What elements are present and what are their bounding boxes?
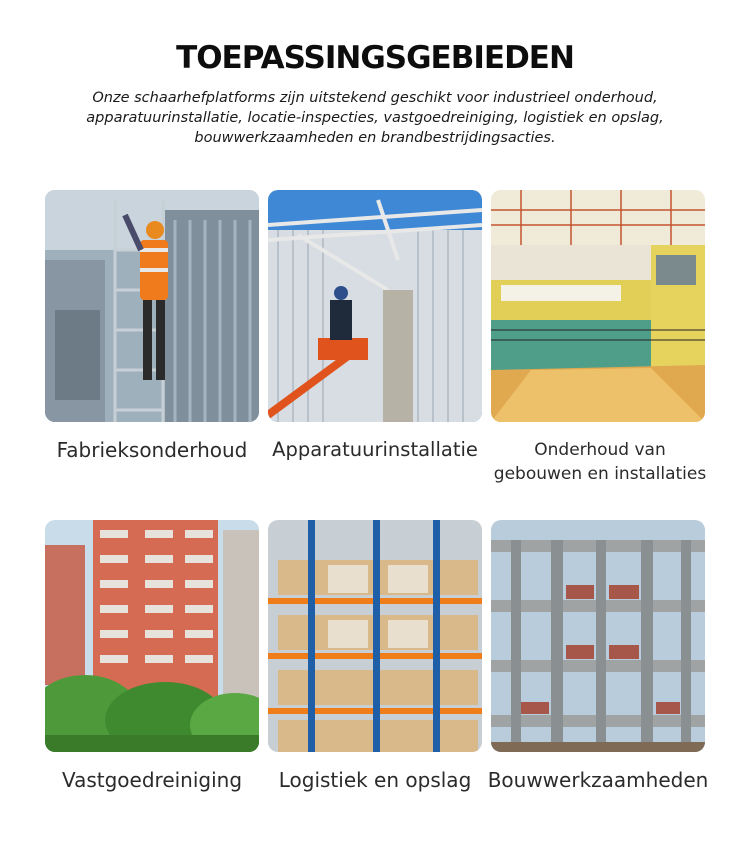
label-factory-maintenance: Fabrieksonderhoud <box>56 438 248 462</box>
label-construction-work: Bouwwerkzaamheden <box>487 768 709 792</box>
page-title: TOEPASSINGSGEBIEDEN <box>176 40 574 76</box>
photo-construction-work <box>491 520 705 752</box>
photo-logistics-storage <box>268 520 482 752</box>
photo-equipment-installation <box>268 190 482 422</box>
label-building-maintenance-line1: Onderhoud van <box>534 440 666 460</box>
page-subtitle: Onze schaarhefplatforms zijn uitstekend geschikt voor industrieel onderhoud, apparatuurinstallatie, locatie-inspecties, vastgoedreiniging, logistiek en opslag, bouwwerkzaamheden en brandbestrijdingsacties. <box>86 90 664 146</box>
label-real-estate-cleaning: Vastgoedreiniging <box>61 768 243 792</box>
label-building-maintenance-line2: gebouwen en installaties <box>493 464 707 484</box>
label-building-maintenance <box>480 438 720 486</box>
photo-building-maintenance <box>491 190 705 422</box>
photo-factory-maintenance <box>45 190 259 422</box>
photo-real-estate-cleaning <box>45 520 259 752</box>
label-equipment-installation: Apparatuurinstallatie <box>272 438 478 461</box>
label-logistics-storage: Logistiek en opslag <box>278 768 472 792</box>
